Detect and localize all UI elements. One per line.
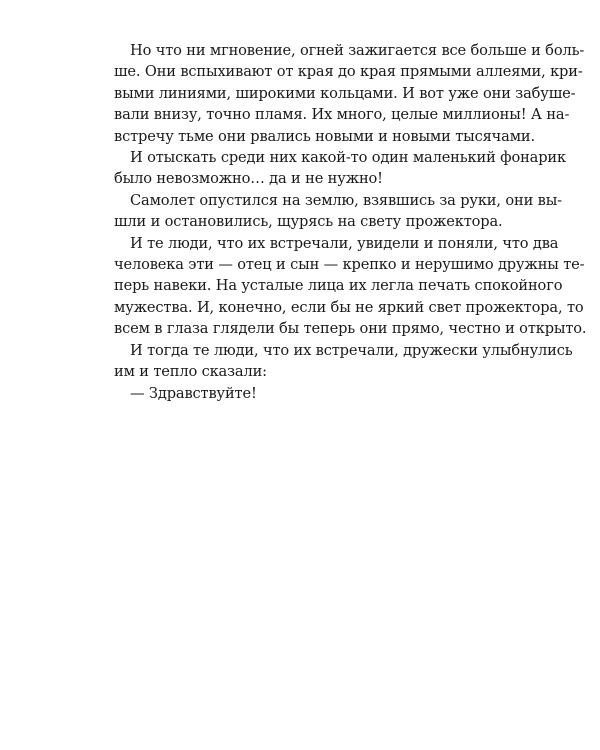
text-line: Но что ни мгновение, огней зажигается все больше и боль- (130, 42, 585, 59)
text-line: им и тепло сказали: (114, 363, 267, 381)
text-line: Самолет опустился на землю, взявшись за руки, они вы- (130, 191, 562, 209)
text-line: вали внизу, точно пламя. Их много, целые миллионы! А на- (114, 106, 570, 124)
text-line: — Здравствуйте! (130, 384, 257, 402)
text-line: И те люди, что их встречали, увидели и поняли, что два (130, 234, 559, 252)
text-line: мужества. И, конечно, если бы не яркий свет прожектора, то (114, 298, 584, 316)
text-line: И отыскать среди них какой-то один маленький фонарик (130, 149, 566, 167)
text-line: человека эти — отец и сын — крепко и нерушимо дружны те- (114, 256, 585, 274)
text-line: ше. Они вспыхивают от края до края прямыми аллеями, кри- (114, 63, 583, 81)
text-line: встречу тьме они рвались новыми и новыми тысячами. (114, 127, 535, 145)
text-line: было невозможно… да и не нужно! (114, 170, 383, 188)
text-line: выми линиями, широкими кольцами. И вот уже они забуше- (114, 84, 576, 102)
text-line: И тогда те люди, что их встречали, дружески улыбнулись (130, 341, 573, 359)
text-line: перь навеки. На усталые лица их легла печать спокойного (114, 277, 563, 295)
page-text (114, 40, 587, 404)
text-line: всем в глаза глядели бы теперь они прямо, честно и открыто. (114, 320, 587, 338)
text-line: шли и остановились, щурясь на свету прожектора. (114, 213, 503, 231)
